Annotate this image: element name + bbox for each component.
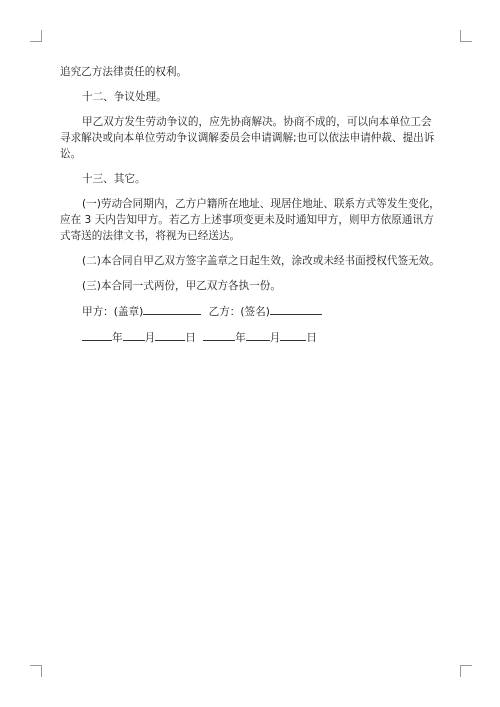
date-blank-day-a xyxy=(155,329,185,341)
section-heading-dispute: 十二、争议处理。 xyxy=(82,91,167,103)
clause-2: (二)本合同自甲乙双方签字盖章之日起生效，涂改或未经书面授权代签无效。 xyxy=(82,255,440,267)
date-blank-month-a xyxy=(123,329,145,341)
crop-mark-bottom-left xyxy=(30,665,42,677)
crop-mark-top-left xyxy=(30,30,42,42)
date-blank-day-b xyxy=(280,329,306,341)
party-b-blank xyxy=(270,303,322,315)
clause-3: (三)本合同一式两份，甲乙双方各执一份。 xyxy=(82,280,281,292)
signature-line xyxy=(60,303,440,320)
date-blank-month-b xyxy=(246,329,270,341)
date-blank-year-b xyxy=(203,329,235,341)
date-line xyxy=(60,329,440,346)
date-day-b: 日 xyxy=(306,332,317,344)
date-year-a: 年 xyxy=(112,332,123,344)
date-day-a: 日 xyxy=(185,332,196,344)
party-b-label: 乙方：(签名) xyxy=(208,306,270,318)
paragraph-dispute-resolution: 甲乙双方发生劳动争议的，应先协商解决。协商不成的，可以向本单位工会寻求解决或向本单位劳动争议调解委员会申请调解;也可以依法申请仲裁、提出诉讼。 xyxy=(60,116,435,160)
date-month-a: 月 xyxy=(144,332,156,344)
crop-mark-bottom-right xyxy=(460,665,472,677)
party-a-blank xyxy=(143,303,201,315)
date-blank-year-a xyxy=(82,329,112,341)
paragraph-continuation: 追究乙方法律责任的权利。 xyxy=(60,66,188,78)
clause-1: (一)劳动合同期内，乙方户籍所在地址、现居住地址、联系方式等发生变化，应在 3 天内告知甲方。若乙方上述事项变更未及时通知甲方，则甲方依原通讯方式寄送的法律文书，将视为已经送达。 xyxy=(60,198,440,242)
date-month-b: 月 xyxy=(269,332,281,344)
document-body xyxy=(60,64,440,346)
party-a-label: 甲方：(盖章) xyxy=(82,306,144,318)
date-year-b: 年 xyxy=(235,332,246,344)
section-heading-other: 十三、其它。 xyxy=(82,173,146,185)
crop-mark-top-right xyxy=(460,30,472,42)
